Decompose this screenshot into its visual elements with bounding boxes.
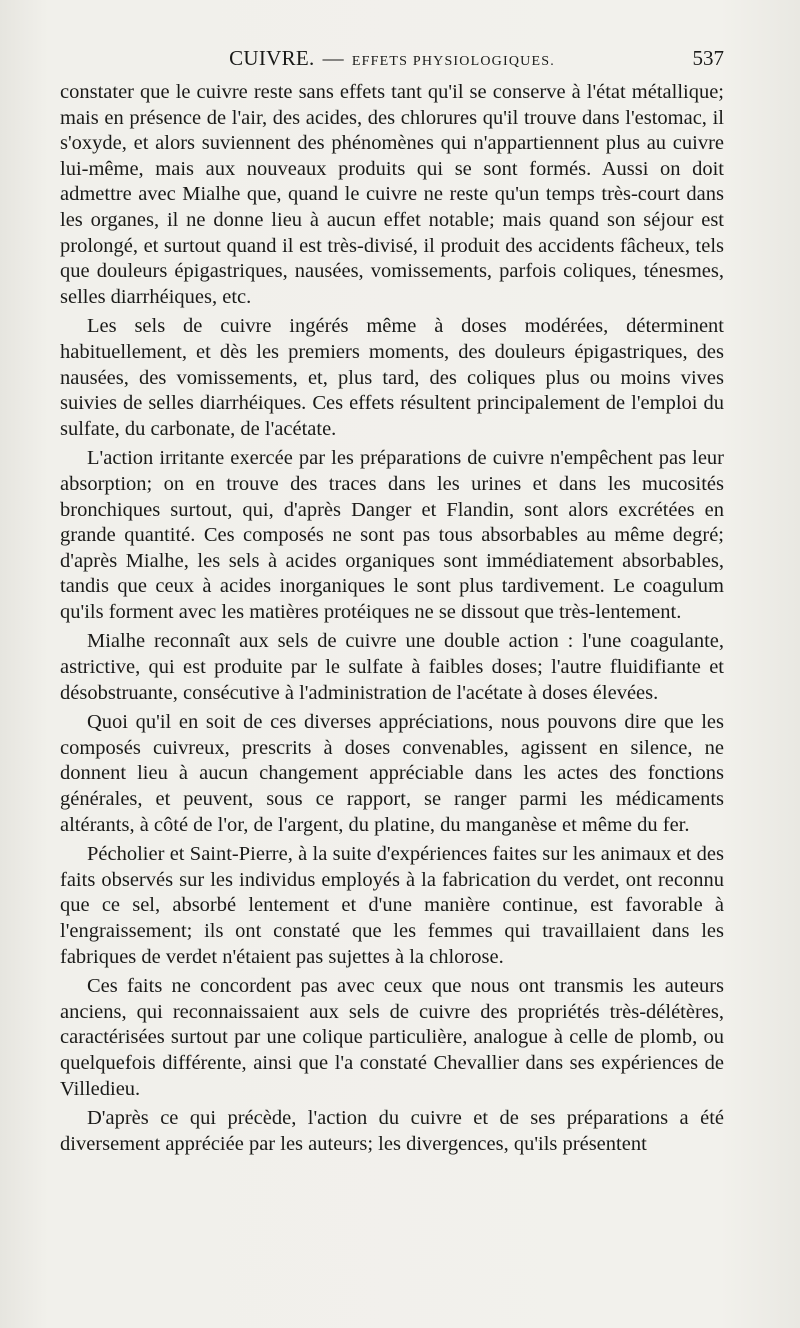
paragraph-7: Ces faits ne concordent pas avec ceux que nous ont transmis les auteurs anciens, qui reconnaissaient aux sels de cuivre des propriétés très-délétères, caractérisées surtout par une colique particulière, analogue à celle de plomb, ou quelquefois différente, ainsi que l'a constaté Chevallier dans ses expériences de Villedieu. bbox=[60, 975, 724, 1100]
paragraph-6: Pécholier et Saint-Pierre, à la suite d'expériences faites sur les animaux et des faits observés sur les individus employés à la fabrication du verdet, ont reconnu que ce sel, absorbé lentement et d'une manière continue, est favorable à l'engraissement; ils ont constaté que les femmes qui travaillaient dans les fabriques de verdet n'étaient pas sujettes à la chlorose. bbox=[60, 843, 724, 968]
running-title-main: CUIVRE. bbox=[229, 46, 315, 70]
running-head bbox=[60, 40, 724, 76]
running-title bbox=[60, 46, 724, 71]
paragraph-2: Les sels de cuivre ingérés même à doses modérées, déterminent habituellement, et dès les premiers moments, des douleurs épigastriques, des nausées, des vomissements, et, plus tard, des coliques plus ou moins vives suivies de selles diarrhéiques. Ces effets résultent principalement de l'emploi du sulfate, du carbonate, de l'acétate. bbox=[60, 315, 724, 440]
running-title-separator: — bbox=[322, 46, 344, 70]
paragraph-3: L'action irritante exercée par les préparations de cuivre n'empêchent pas leur absorption; on en trouve des traces dans les urines et dans les mucosités bronchiques surtout, qui, d'après Danger et Flandin, sont alors excrétées en grande quantité. Ces composés ne sont pas tous absorbables au même degré; d'après Mialhe, les sels à acides organiques sont immédiatement absorbables, tandis que ceux à acides inorganiques le sont plus tardivement. Le coagulum qu'ils forment avec les matières protéiques ne se dissout que très-lentement. bbox=[60, 447, 724, 623]
paragraph-8: D'après ce qui précède, l'action du cuivre et de ses préparations a été diversement appréciée par les auteurs; les divergences, qu'ils présentent bbox=[60, 1107, 724, 1155]
paragraph-1: constater que le cuivre reste sans effets tant qu'il se conserve à l'état métallique; mais en présence de l'air, des acides, des chlorures qu'il trouve dans l'estomac, il s'oxyde, et alors suviennent des phénomènes qui n'appartiennent plus au cuivre lui-même, mais aux nouveaux produits qui se sont formés. Aussi on doit admettre avec Mialhe que, quand le cuivre ne reste qu'un temps très-court dans les organes, il ne donne lieu à aucun effet notable; mais quand son séjour est prolongé, et surtout quand il est très-divisé, il produit des accidents fâcheux, tels que douleurs épigastriques, nausées, vomissements, parfois coliques, ténesmes, selles diarrhéiques, etc. bbox=[60, 81, 724, 308]
paragraph-5: Quoi qu'il en soit de ces diverses appréciations, nous pouvons dire que les composés cuivreux, prescrits à doses convenables, agissent en silence, ne donnent lieu à aucun changement appréciable dans les actes des fonctions générales, et peuvent, sous ce rapport, se ranger parmi les médicaments altérants, à côté de l'or, de l'argent, du platine, du manganèse et même du fer. bbox=[60, 711, 724, 836]
page-number: 537 bbox=[692, 46, 724, 70]
body-text bbox=[60, 80, 724, 1157]
paragraph-4: Mialhe reconnaît aux sels de cuivre une double action : l'une coagulante, astrictive, qui est produite par le sulfate à faibles doses; l'autre fluidifiante et désobstruante, consécutive à l'administration de l'acétate à doses élevées. bbox=[60, 630, 724, 704]
running-title-subtitle: EFFETS PHYSIOLOGIQUES. bbox=[351, 54, 555, 69]
